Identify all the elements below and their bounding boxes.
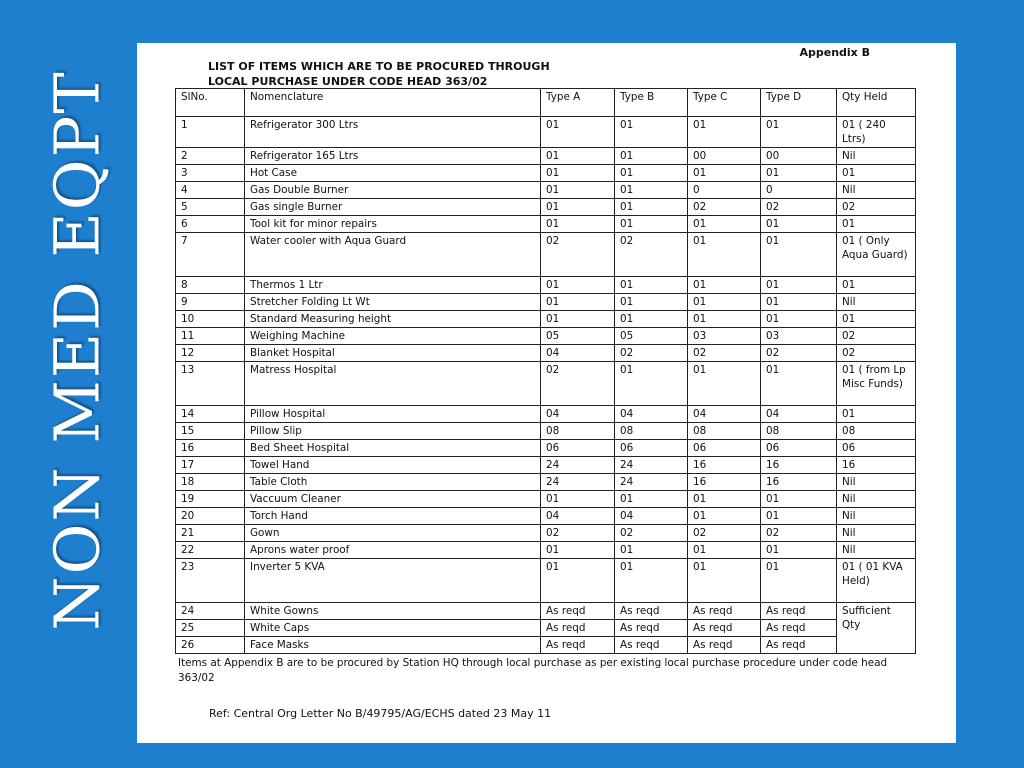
cell-qty-held: 08 — [837, 423, 916, 440]
cell-qty-held: Nil — [837, 294, 916, 311]
cell-type-d: 01 — [761, 117, 837, 148]
cell-type-d: 08 — [761, 423, 837, 440]
table-row — [176, 620, 916, 637]
cell-type-d: 01 — [761, 294, 837, 311]
cell-type-a: 01 — [541, 294, 615, 311]
cell-nomenclature: Gas Double Burner — [245, 182, 541, 199]
cell-type-a: 24 — [541, 457, 615, 474]
cell-type-c: 01 — [688, 233, 761, 277]
cell-qty-held: 01 — [837, 406, 916, 423]
cell-slno: 6 — [176, 216, 245, 233]
cell-slno: 1 — [176, 117, 245, 148]
cell-type-d: 01 — [761, 311, 837, 328]
cell-nomenclature: Matress Hospital — [245, 362, 541, 406]
cell-slno: 8 — [176, 277, 245, 294]
cell-type-a: As reqd — [541, 637, 615, 654]
cell-qty-held: Nil — [837, 474, 916, 491]
table-row — [176, 406, 916, 423]
cell-slno: 13 — [176, 362, 245, 406]
cell-qty-held: 01 ( 240 Ltrs) — [837, 117, 916, 148]
cell-type-a: 01 — [541, 148, 615, 165]
cell-type-d: 02 — [761, 345, 837, 362]
cell-type-d: 04 — [761, 406, 837, 423]
cell-type-b: 01 — [615, 148, 688, 165]
table-row — [176, 216, 916, 233]
table-row — [176, 294, 916, 311]
cell-type-b: 02 — [615, 233, 688, 277]
cell-nomenclature: Gas single Burner — [245, 199, 541, 216]
cell-type-d: 0 — [761, 182, 837, 199]
appendix-label: Appendix B — [799, 46, 870, 59]
cell-qty-held: 01 — [837, 311, 916, 328]
cell-qty-held: Nil — [837, 148, 916, 165]
cell-type-c: As reqd — [688, 620, 761, 637]
cell-type-c: 02 — [688, 199, 761, 216]
cell-nomenclature: Thermos 1 Ltr — [245, 277, 541, 294]
cell-type-c: 03 — [688, 328, 761, 345]
cell-qty-held: 02 — [837, 199, 916, 216]
col-header-type-c: Type C — [688, 89, 761, 117]
cell-slno: 7 — [176, 233, 245, 277]
cell-nomenclature: Inverter 5 KVA — [245, 559, 541, 603]
cell-type-a: 01 — [541, 491, 615, 508]
cell-type-c: 02 — [688, 525, 761, 542]
heading-line-1: LIST OF ITEMS WHICH ARE TO BE PROCURED THROUGH — [208, 60, 550, 73]
cell-type-d: 01 — [761, 233, 837, 277]
table-row — [176, 199, 916, 216]
cell-slno: 16 — [176, 440, 245, 457]
cell-slno: 9 — [176, 294, 245, 311]
cell-type-b: 24 — [615, 474, 688, 491]
cell-type-a: 01 — [541, 165, 615, 182]
cell-type-b: 01 — [615, 362, 688, 406]
cell-type-d: 16 — [761, 474, 837, 491]
cell-slno: 23 — [176, 559, 245, 603]
cell-type-b: 01 — [615, 311, 688, 328]
cell-type-b: 01 — [615, 542, 688, 559]
cell-type-c: 01 — [688, 294, 761, 311]
table-body — [176, 117, 916, 654]
cell-nomenclature: Blanket Hospital — [245, 345, 541, 362]
cell-type-c: 01 — [688, 491, 761, 508]
cell-type-b: As reqd — [615, 603, 688, 620]
cell-slno: 19 — [176, 491, 245, 508]
cell-type-c: 01 — [688, 362, 761, 406]
cell-type-c: As reqd — [688, 603, 761, 620]
cell-qty-held: 01 — [837, 277, 916, 294]
cell-nomenclature: Gown — [245, 525, 541, 542]
cell-type-c: 06 — [688, 440, 761, 457]
cell-qty-held: 01 ( from Lp Misc Funds) — [837, 362, 916, 406]
cell-qty-held: 02 — [837, 328, 916, 345]
cell-qty-held: Nil — [837, 182, 916, 199]
cell-type-d: 01 — [761, 542, 837, 559]
cell-type-d: 01 — [761, 508, 837, 525]
cell-type-a: As reqd — [541, 620, 615, 637]
cell-type-c: 01 — [688, 216, 761, 233]
col-header-slno: SlNo. — [176, 89, 245, 117]
cell-type-b: 04 — [615, 508, 688, 525]
cell-nomenclature: Table Cloth — [245, 474, 541, 491]
reference-line: Ref: Central Org Letter No B/49795/AG/ECHS dated 23 May 11 — [209, 707, 552, 720]
table-row — [176, 311, 916, 328]
cell-type-a: 08 — [541, 423, 615, 440]
cell-type-c: 04 — [688, 406, 761, 423]
cell-slno: 15 — [176, 423, 245, 440]
cell-nomenclature: Tool kit for minor repairs — [245, 216, 541, 233]
cell-type-a: 02 — [541, 362, 615, 406]
cell-type-d: 06 — [761, 440, 837, 457]
cell-type-c: 00 — [688, 148, 761, 165]
cell-type-c: 01 — [688, 165, 761, 182]
table-row — [176, 345, 916, 362]
cell-type-b: 05 — [615, 328, 688, 345]
cell-slno: 3 — [176, 165, 245, 182]
cell-type-c: 01 — [688, 559, 761, 603]
table-row — [176, 525, 916, 542]
cell-slno: 18 — [176, 474, 245, 491]
table-row — [176, 603, 916, 620]
cell-type-a: 24 — [541, 474, 615, 491]
cell-type-c: 08 — [688, 423, 761, 440]
cell-slno: 12 — [176, 345, 245, 362]
cell-nomenclature: Torch Hand — [245, 508, 541, 525]
cell-nomenclature: Towel Hand — [245, 457, 541, 474]
cell-nomenclature: White Caps — [245, 620, 541, 637]
cell-slno: 24 — [176, 603, 245, 620]
cell-type-b: 06 — [615, 440, 688, 457]
table-header-row — [176, 89, 916, 117]
cell-slno: 14 — [176, 406, 245, 423]
cell-type-b: 01 — [615, 559, 688, 603]
cell-type-c: 02 — [688, 345, 761, 362]
cell-type-a: 01 — [541, 542, 615, 559]
cell-qty-held: Nil — [837, 508, 916, 525]
side-title — [22, 50, 132, 650]
cell-type-b: 01 — [615, 294, 688, 311]
cell-type-b: 08 — [615, 423, 688, 440]
table-row — [176, 542, 916, 559]
cell-nomenclature: Refrigerator 300 Ltrs — [245, 117, 541, 148]
table-row — [176, 423, 916, 440]
table-row — [176, 637, 916, 654]
cell-type-d: 00 — [761, 148, 837, 165]
cell-type-d: As reqd — [761, 603, 837, 620]
cell-qty-held: Nil — [837, 491, 916, 508]
cell-qty-held: 01 — [837, 165, 916, 182]
cell-type-d: 01 — [761, 277, 837, 294]
table-row — [176, 457, 916, 474]
cell-type-d: 02 — [761, 199, 837, 216]
col-header-type-a: Type A — [541, 89, 615, 117]
cell-nomenclature: Hot Case — [245, 165, 541, 182]
cell-qty-held: 01 ( 01 KVA Held) — [837, 559, 916, 603]
footnote: Items at Appendix B are to be procured by Station HQ through local purchase as per existing local purchase procedure under code head 363/02 — [178, 657, 888, 684]
cell-nomenclature: Stretcher Folding Lt Wt — [245, 294, 541, 311]
cell-type-d: As reqd — [761, 637, 837, 654]
cell-slno: 21 — [176, 525, 245, 542]
cell-type-d: As reqd — [761, 620, 837, 637]
items-table — [175, 88, 916, 654]
cell-type-b: 01 — [615, 165, 688, 182]
table-row — [176, 182, 916, 199]
table-row — [176, 491, 916, 508]
cell-type-c: 16 — [688, 457, 761, 474]
cell-type-a: 06 — [541, 440, 615, 457]
cell-slno: 4 — [176, 182, 245, 199]
document-heading — [208, 59, 550, 89]
col-header-type-d: Type D — [761, 89, 837, 117]
cell-qty-held: 02 — [837, 345, 916, 362]
cell-type-b: As reqd — [615, 637, 688, 654]
cell-type-d: 01 — [761, 216, 837, 233]
cell-type-c: 16 — [688, 474, 761, 491]
col-header-qty-held: Qty Held — [837, 89, 916, 117]
table-row — [176, 277, 916, 294]
cell-nomenclature: Water cooler with Aqua Guard — [245, 233, 541, 277]
cell-slno: 20 — [176, 508, 245, 525]
cell-qty-held: Nil — [837, 542, 916, 559]
cell-type-a: 01 — [541, 559, 615, 603]
cell-slno: 11 — [176, 328, 245, 345]
cell-nomenclature: White Gowns — [245, 603, 541, 620]
cell-type-d: 01 — [761, 165, 837, 182]
cell-type-a: 02 — [541, 233, 615, 277]
cell-type-b: 01 — [615, 216, 688, 233]
cell-type-a: 01 — [541, 199, 615, 216]
cell-type-c: 01 — [688, 542, 761, 559]
table-row — [176, 474, 916, 491]
col-header-type-b: Type B — [615, 89, 688, 117]
cell-type-b: 01 — [615, 182, 688, 199]
cell-qty-held: Nil — [837, 525, 916, 542]
cell-type-b: 01 — [615, 117, 688, 148]
table-row — [176, 328, 916, 345]
table-row — [176, 440, 916, 457]
cell-type-b: As reqd — [615, 620, 688, 637]
cell-qty-held: 01 — [837, 216, 916, 233]
cell-type-d: 03 — [761, 328, 837, 345]
cell-slno: 2 — [176, 148, 245, 165]
cell-type-a: As reqd — [541, 603, 615, 620]
heading-line-2: LOCAL PURCHASE UNDER CODE HEAD 363/02 — [208, 75, 488, 88]
cell-slno: 26 — [176, 637, 245, 654]
cell-type-a: 01 — [541, 117, 615, 148]
cell-type-b: 24 — [615, 457, 688, 474]
cell-nomenclature: Weighing Machine — [245, 328, 541, 345]
document-page — [137, 43, 956, 743]
cell-nomenclature: Pillow Slip — [245, 423, 541, 440]
cell-type-d: 16 — [761, 457, 837, 474]
cell-nomenclature: Standard Measuring height — [245, 311, 541, 328]
cell-slno: 5 — [176, 199, 245, 216]
cell-nomenclature: Bed Sheet Hospital — [245, 440, 541, 457]
cell-nomenclature: Face Masks — [245, 637, 541, 654]
cell-type-a: 02 — [541, 525, 615, 542]
cell-type-c: 01 — [688, 277, 761, 294]
table-row — [176, 362, 916, 406]
cell-type-b: 01 — [615, 491, 688, 508]
cell-slno: 22 — [176, 542, 245, 559]
cell-nomenclature: Refrigerator 165 Ltrs — [245, 148, 541, 165]
cell-type-a: 01 — [541, 311, 615, 328]
cell-type-c: As reqd — [688, 637, 761, 654]
table-row — [176, 233, 916, 277]
cell-type-c: 01 — [688, 117, 761, 148]
cell-type-c: 01 — [688, 311, 761, 328]
cell-type-a: 05 — [541, 328, 615, 345]
cell-type-b: 01 — [615, 277, 688, 294]
cell-type-a: 04 — [541, 406, 615, 423]
cell-type-b: 02 — [615, 345, 688, 362]
cell-qty-held: 06 — [837, 440, 916, 457]
cell-slno: 10 — [176, 311, 245, 328]
side-title-text: NON MED EQPT — [40, 69, 114, 631]
table-row — [176, 117, 916, 148]
cell-type-a: 01 — [541, 182, 615, 199]
cell-nomenclature: Aprons water proof — [245, 542, 541, 559]
cell-nomenclature: Vaccuum Cleaner — [245, 491, 541, 508]
cell-type-d: 02 — [761, 525, 837, 542]
cell-type-a: 04 — [541, 508, 615, 525]
table-row — [176, 148, 916, 165]
cell-nomenclature: Pillow Hospital — [245, 406, 541, 423]
cell-type-c: 01 — [688, 508, 761, 525]
cell-qty-held: Sufficient Qty — [837, 603, 916, 654]
cell-type-b: 04 — [615, 406, 688, 423]
cell-type-a: 01 — [541, 277, 615, 294]
cell-type-d: 01 — [761, 491, 837, 508]
cell-type-b: 02 — [615, 525, 688, 542]
cell-type-d: 01 — [761, 559, 837, 603]
cell-slno: 17 — [176, 457, 245, 474]
table-row — [176, 559, 916, 603]
cell-type-d: 01 — [761, 362, 837, 406]
cell-slno: 25 — [176, 620, 245, 637]
col-header-nomenclature: Nomenclature — [245, 89, 541, 117]
table-row — [176, 508, 916, 525]
cell-type-b: 01 — [615, 199, 688, 216]
cell-type-c: 0 — [688, 182, 761, 199]
cell-type-a: 01 — [541, 216, 615, 233]
cell-qty-held: 01 ( Only Aqua Guard) — [837, 233, 916, 277]
cell-qty-held: 16 — [837, 457, 916, 474]
cell-type-a: 04 — [541, 345, 615, 362]
table-row — [176, 165, 916, 182]
